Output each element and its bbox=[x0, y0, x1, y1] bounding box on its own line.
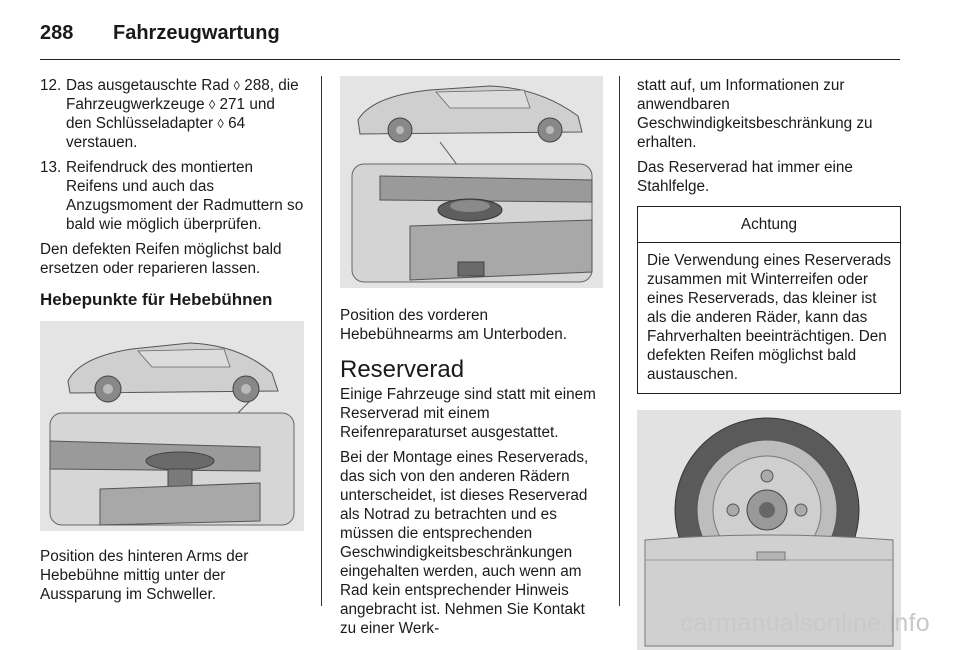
paragraph: Einige Fahrzeuge sind statt mit einem Reserverad mit einem Reifenreparaturset ausgestattet. bbox=[340, 386, 596, 441]
page-reference-icon[interactable]: ◊ bbox=[233, 78, 240, 93]
warning-box bbox=[637, 206, 901, 394]
step-text: Reifendruck des montierten Reifens und auch das Anzugsmoment der Radmuttern so bald wie möglich überprüfen. bbox=[66, 159, 304, 233]
step-number: 12. bbox=[40, 77, 62, 94]
page-number: 288 bbox=[40, 22, 74, 44]
page-link[interactable]: 64 bbox=[228, 115, 246, 132]
paragraph: Das Reserverad hat immer eine Stahlfelge. bbox=[637, 159, 853, 195]
chapter-title: Fahrzeugwartung bbox=[113, 22, 280, 44]
rear-lift-point-illustration bbox=[40, 321, 304, 531]
column-right bbox=[637, 76, 901, 650]
steps-list bbox=[40, 76, 304, 234]
list-item bbox=[40, 76, 304, 152]
column-middle bbox=[340, 76, 605, 644]
page-reference-icon[interactable]: ◊ bbox=[217, 116, 224, 131]
header-rule bbox=[40, 59, 900, 60]
watermark: carmanualsonline.info bbox=[680, 609, 930, 637]
section-subheading: Hebepunkte für Hebebühnen bbox=[40, 290, 273, 309]
step-text: die Fahrzeugwerkzeuge bbox=[66, 77, 299, 113]
column-left bbox=[40, 76, 304, 610]
step-text: und den Schlüsseladapter bbox=[66, 96, 275, 132]
page-link[interactable]: 288, bbox=[244, 77, 274, 94]
page-header bbox=[40, 14, 900, 60]
step-text: Das ausgetauschte Rad bbox=[66, 77, 234, 94]
figure-caption: Position des hinteren Arms der Hebebühne mittig unter der Aussparung im Schweller. bbox=[40, 548, 249, 603]
warning-title: Achtung bbox=[638, 207, 900, 243]
page-reference-icon[interactable]: ◊ bbox=[208, 97, 216, 112]
paragraph: Bei der Montage eines Reserverads, das sich von den anderen Rädern unterscheidet, ist dieses Reserverad als Notrad zu betrachten und es müssen die entsprechenden Geschwindigkeitsbeschränkungen eingehalten werden, auch wenn am Rad kein entsprechender Hinweis angebracht ist. Nehmen Sie Kontakt zu einer Werk- bbox=[340, 449, 589, 637]
section-heading: Reserverad bbox=[340, 356, 465, 383]
front-lift-point-illustration bbox=[340, 76, 603, 288]
step-number: 13. bbox=[40, 159, 62, 176]
page-link[interactable]: 271 bbox=[219, 96, 246, 113]
column-divider bbox=[321, 76, 322, 606]
column-divider bbox=[619, 76, 620, 606]
step-text: verstauen. bbox=[66, 134, 138, 151]
warning-text: Die Verwendung eines Reserverads zusammen mit Winterreifen oder eines Reserverads, das kleiner ist als die anderen Räder, kann das Fahrverhalten beeinträchtigen. Den defekten Reifen möglichst bald austauschen. bbox=[647, 252, 892, 383]
figure-caption: Position des vorderen Hebebühnearms am Unterboden. bbox=[340, 307, 568, 343]
paragraph: statt auf, um Informationen zur anwendbaren Geschwindigkeitsbeschränkung zu erhalten. bbox=[637, 77, 873, 151]
paragraph: Den defekten Reifen möglichst bald ersetzen oder reparieren lassen. bbox=[40, 241, 282, 277]
list-item bbox=[40, 158, 304, 234]
